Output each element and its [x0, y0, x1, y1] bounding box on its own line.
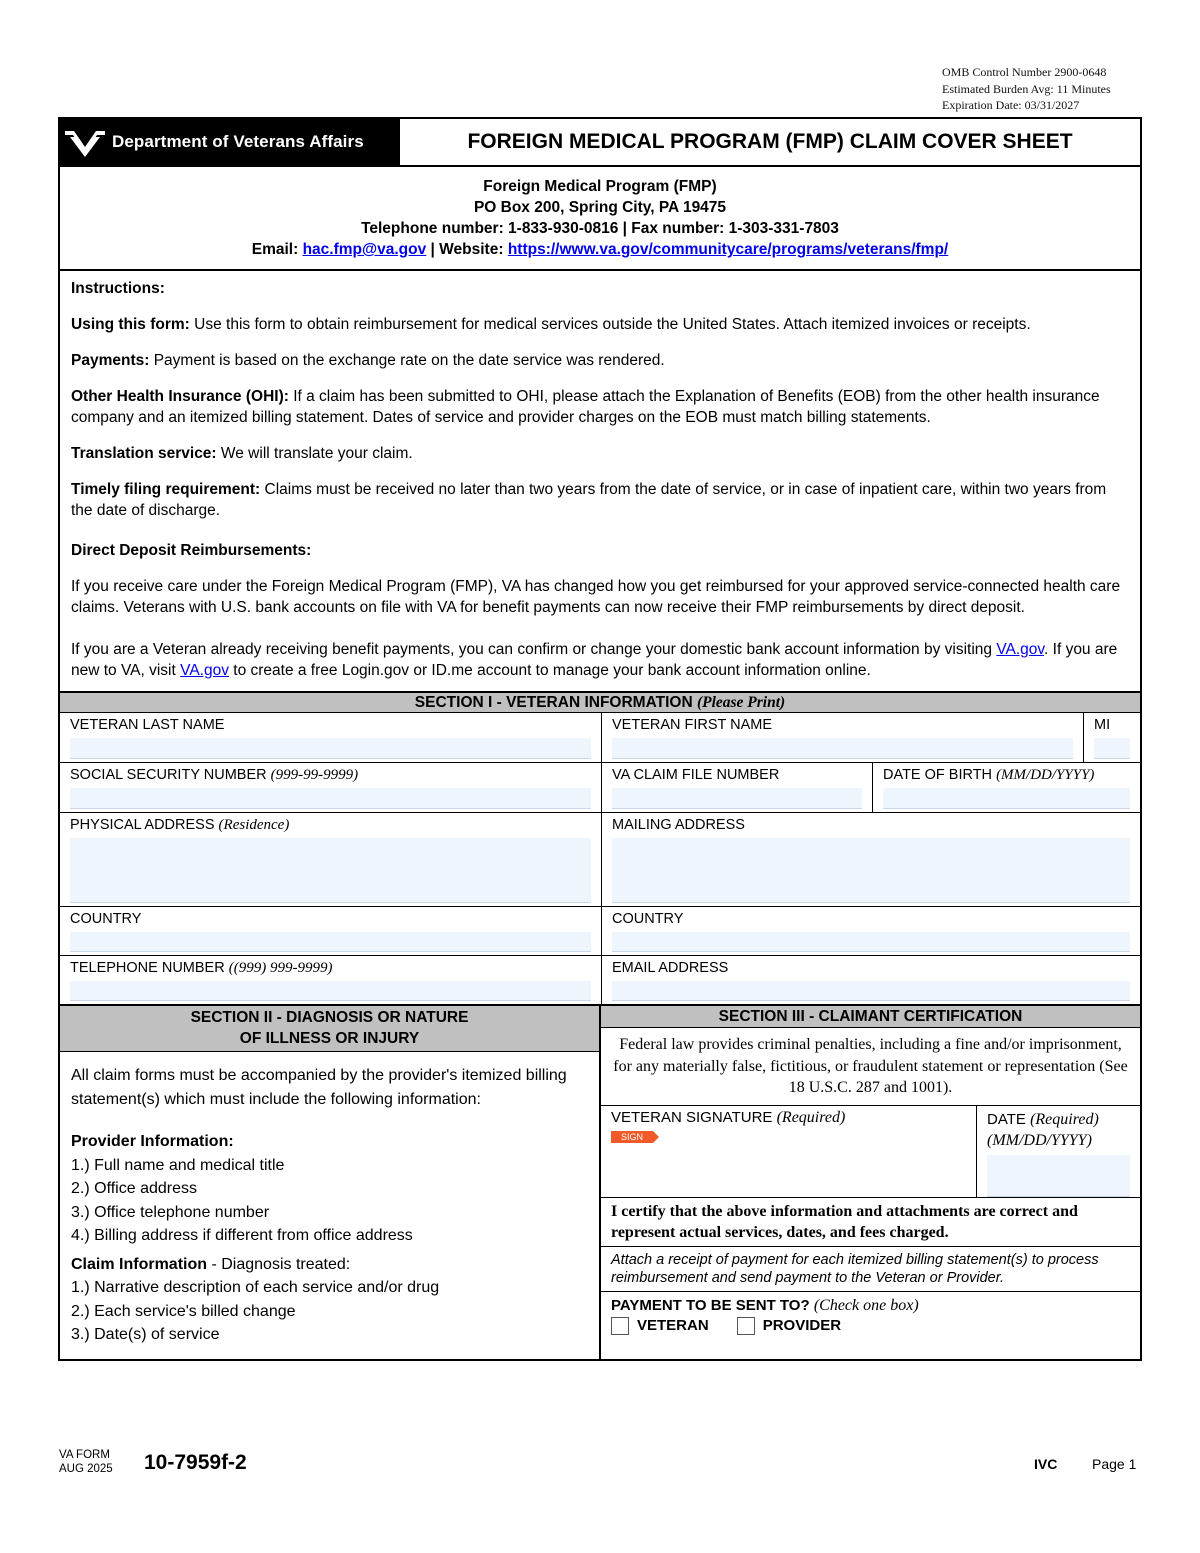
dd2-text-b: . If you are new to VA, visit	[71, 641, 1118, 679]
instr-using-form	[71, 314, 1129, 335]
form-footer	[59, 1448, 1141, 1478]
physical-address-note: (Residence)	[218, 817, 290, 833]
date-note: (Required)	[1030, 1110, 1099, 1128]
telephone-format: ((999) 999-9999)	[228, 960, 333, 976]
sections-2-3	[60, 1004, 1140, 1359]
dd2-text-a: If you are a Veteran already receiving benefit payments, you can confirm or change your domestic bank account information by visiting	[71, 641, 997, 658]
email-address-label: EMAIL ADDRESS	[612, 960, 729, 976]
program-name: Foreign Medical Program (FMP)	[483, 178, 717, 195]
program-address: PO Box 200, Spring City, PA 19475	[473, 199, 727, 216]
date-label-text: DATE	[987, 1110, 1031, 1128]
attach-receipt-note: Attach a receipt of payment for each itemized billing statement(s) to process reimbursement and send payment to the Veteran or Provider.	[601, 1247, 1140, 1292]
sign-here-tag[interactable]: SIGN	[611, 1131, 653, 1143]
omb-control-number: OMB Control Number 2900-0648	[942, 65, 1107, 79]
claim-file-label: VA CLAIM FILE NUMBER	[612, 767, 780, 783]
signature-note: (Required)	[776, 1108, 846, 1126]
section2-header	[60, 1006, 599, 1052]
provider-item: 3.) Office telephone number	[71, 1203, 270, 1221]
last-name-label: VETERAN LAST NAME	[70, 717, 225, 733]
section2-body	[60, 1052, 599, 1359]
veteran-checkbox[interactable]	[611, 1317, 629, 1335]
section1-title: SECTION I - VETERAN INFORMATION	[414, 694, 697, 711]
mi-cell	[1083, 713, 1140, 762]
payment-note: (Check one box)	[813, 1296, 919, 1314]
instr-using-label: Using this form:	[71, 316, 195, 333]
penalty-warning: Federal law provides criminal penalties, including a fine and/or imprisonment, for any materially false, fictitious, or fraudulent statement or representation (See 18 U.S.C. 287 and 1001).	[601, 1028, 1140, 1106]
country-right-label: COUNTRY	[612, 911, 684, 927]
contact-block	[60, 167, 1140, 271]
address-row	[60, 813, 1140, 907]
va-brand	[60, 119, 400, 165]
footer-page-number: Page 1	[1092, 1456, 1137, 1472]
provider-checkbox[interactable]	[737, 1317, 755, 1335]
form-page	[58, 117, 1142, 1361]
section3-header: SECTION III - CLAIMANT CERTIFICATION	[601, 1006, 1140, 1028]
direct-deposit-heading: Direct Deposit Reimbursements:	[71, 542, 312, 559]
country-right-input[interactable]	[612, 932, 1130, 952]
payment-options	[611, 1316, 1130, 1336]
payment-recipient	[601, 1292, 1140, 1342]
signature-cell[interactable]	[601, 1106, 977, 1197]
date-label	[987, 1109, 1130, 1130]
instr-ohi-label: Other Health Insurance (OHI):	[71, 388, 294, 405]
country-left-input[interactable]	[70, 932, 591, 952]
mi-label: MI	[1094, 717, 1111, 733]
ssn-label-text: SOCIAL SECURITY NUMBER	[70, 767, 271, 783]
email-label: Email:	[251, 241, 303, 258]
footer-date: AUG 2025	[59, 1463, 113, 1475]
provider-item: 4.) Billing address if different from office address	[71, 1227, 413, 1244]
country-left-cell	[60, 907, 601, 955]
certification-statement: I certify that the above information and attachments are correct and represent actual services, dates, and fees charged.	[601, 1198, 1140, 1247]
provider-option-label: PROVIDER	[762, 1316, 842, 1334]
veteran-option-label: VETERAN	[637, 1316, 709, 1334]
physical-address-label	[70, 816, 591, 838]
instr-ohi-text: If a claim has been submitted to OHI, please attach the Explanation of Benefits (EOB) from the other health insurance company and an itemized billing statement. Dates of service and provider charges on the EOB must match billing statements.	[71, 388, 1100, 426]
first-name-input[interactable]	[612, 738, 1073, 759]
program-email-website	[60, 239, 1140, 260]
signature-label	[611, 1109, 966, 1127]
instr-payments-label: Payments:	[71, 352, 154, 369]
va-gov-link-2[interactable]: VA.gov	[180, 662, 229, 679]
date-format-text: (MM/DD/YYYY)	[987, 1131, 1092, 1149]
instructions-heading: Instructions:	[71, 280, 165, 297]
ssn-row	[60, 763, 1140, 813]
va-gov-link-1[interactable]: VA.gov	[996, 641, 1045, 658]
section2-title-line2: OF ILLNESS OR INJURY	[239, 1030, 420, 1047]
dd2-text-c: to create a free Login.gov or ID.me account to manage your bank account information online.	[228, 662, 871, 679]
instr-payments	[71, 350, 1129, 371]
claim-file-input[interactable]	[612, 788, 862, 809]
direct-deposit-text: If you receive care under the Foreign Medical Program (FMP), VA has changed how you get reimbursed for your approved service-connected health care claims. Veterans with U.S. bank accounts on file with VA for benefit payments can now receive their FMP reimbursements by direct deposit.	[71, 578, 1121, 616]
omb-info	[942, 64, 1111, 114]
direct-deposit-text-2	[71, 639, 1129, 681]
telephone-label-text: TELEPHONE NUMBER	[70, 960, 229, 976]
section1-header	[60, 691, 1140, 713]
form-title: FOREIGN MEDICAL PROGRAM (FMP) CLAIM COVER SHEET	[467, 130, 1073, 153]
provider-info-heading: Provider Information:	[71, 1133, 234, 1150]
omb-expiration: Expiration Date: 03/31/2027	[942, 98, 1080, 112]
signature-label-text: VETERAN SIGNATURE	[611, 1108, 777, 1126]
country-row	[60, 907, 1140, 956]
instr-translation-label: Translation service:	[71, 445, 221, 462]
ssn-label	[70, 766, 591, 788]
signature-row	[601, 1106, 1140, 1198]
website-link[interactable]: https://www.va.gov/communitycare/programs/veterans/fmp/	[507, 241, 949, 258]
dob-input[interactable]	[883, 788, 1130, 809]
provider-item: 2.) Office address	[71, 1180, 197, 1197]
instr-translation	[71, 443, 1129, 464]
section2-title-line1: SECTION II - DIAGNOSIS OR NATURE	[190, 1009, 469, 1026]
email-link[interactable]: hac.fmp@va.gov	[302, 241, 427, 258]
instr-payments-text: Payment is based on the exchange rate on the date service was rendered.	[153, 352, 665, 369]
name-row	[60, 713, 1140, 763]
claim-info-heading	[71, 1253, 588, 1277]
mailing-address-cell	[601, 813, 1140, 906]
signature-date-input[interactable]	[987, 1155, 1130, 1197]
ssn-format: (999-99-9999)	[270, 767, 359, 783]
section1-note: (Please Print)	[696, 694, 786, 711]
footer-form-meta	[59, 1448, 113, 1476]
instr-translation-text: We will translate your claim.	[220, 445, 413, 462]
va-seal-logo-icon	[64, 125, 106, 159]
instr-timely-label: Timely filing requirement:	[71, 481, 265, 498]
physical-address-cell	[60, 813, 601, 906]
omb-burden: Estimated Burden Avg: 11 Minutes	[942, 81, 1111, 96]
dob-format: (MM/DD/YYYY)	[996, 767, 1095, 783]
claim-item: 2.) Each service's billed change	[71, 1302, 296, 1320]
telephone-label	[70, 959, 591, 981]
section3	[601, 1006, 1140, 1359]
claim-info-label: Claim Information	[71, 1255, 208, 1273]
first-name-cell	[601, 713, 1083, 762]
first-name-label: VETERAN FIRST NAME	[612, 717, 773, 733]
physical-address-label-text: PHYSICAL ADDRESS	[70, 817, 219, 833]
country-right-cell	[601, 907, 1140, 955]
program-phone-fax: Telephone number: 1-833-930-0816 | Fax number: 1-303-331-7803	[361, 220, 839, 237]
instr-timely-text: Claims must be received no later than two years from the date of service, or in case of inpatient care, within two years from the date of discharge.	[71, 481, 1107, 519]
mailing-address-input[interactable]	[612, 838, 1130, 903]
instructions	[60, 271, 1140, 691]
claim-item: 1.) Narrative description of each service and/or drug	[71, 1279, 440, 1296]
dob-label	[883, 766, 1130, 788]
last-name-input[interactable]	[70, 738, 591, 759]
website-label: | Website:	[426, 241, 508, 258]
mailing-address-label: MAILING ADDRESS	[612, 817, 745, 833]
country-left-label: COUNTRY	[70, 911, 142, 927]
telephone-cell	[60, 956, 601, 1004]
footer-va-form: VA FORM	[59, 1449, 110, 1461]
email-cell	[601, 956, 1140, 1004]
form-header	[60, 119, 1140, 167]
section2	[60, 1006, 601, 1359]
email-address-input[interactable]	[612, 981, 1130, 1001]
dob-cell	[872, 763, 1140, 812]
footer-office: IVC	[1034, 1456, 1058, 1472]
signature-date-cell	[977, 1106, 1140, 1197]
instr-timely	[71, 479, 1129, 521]
instr-using-text: Use this form to obtain reimbursement for medical services outside the United States. Attach itemized invoices or receipts.	[194, 316, 1031, 333]
section2-intro: All claim forms must be accompanied by the provider's itemized billing statement(s) which must include the following information:	[71, 1067, 567, 1108]
last-name-cell	[60, 713, 601, 762]
claim-file-cell	[601, 763, 872, 812]
physical-address-input[interactable]	[70, 838, 591, 903]
payment-label-text: PAYMENT TO BE SENT TO?	[611, 1296, 814, 1314]
dob-label-text: DATE OF BIRTH	[883, 767, 997, 783]
phone-email-row	[60, 956, 1140, 1004]
provider-item: 1.) Full name and medical title	[71, 1156, 285, 1174]
date-format	[987, 1130, 1130, 1151]
footer-form-number: 10-7959f-2	[144, 1451, 247, 1474]
claim-item: 3.) Date(s) of service	[71, 1326, 220, 1343]
department-name: Department of Veterans Affairs	[112, 132, 364, 151]
ssn-cell	[60, 763, 601, 812]
claim-info-suffix: - Diagnosis treated:	[207, 1255, 351, 1273]
instr-ohi	[71, 386, 1129, 428]
telephone-input[interactable]	[70, 981, 591, 1001]
mi-input[interactable]	[1094, 738, 1130, 759]
payment-label	[611, 1296, 1130, 1316]
ssn-input[interactable]	[70, 788, 591, 809]
